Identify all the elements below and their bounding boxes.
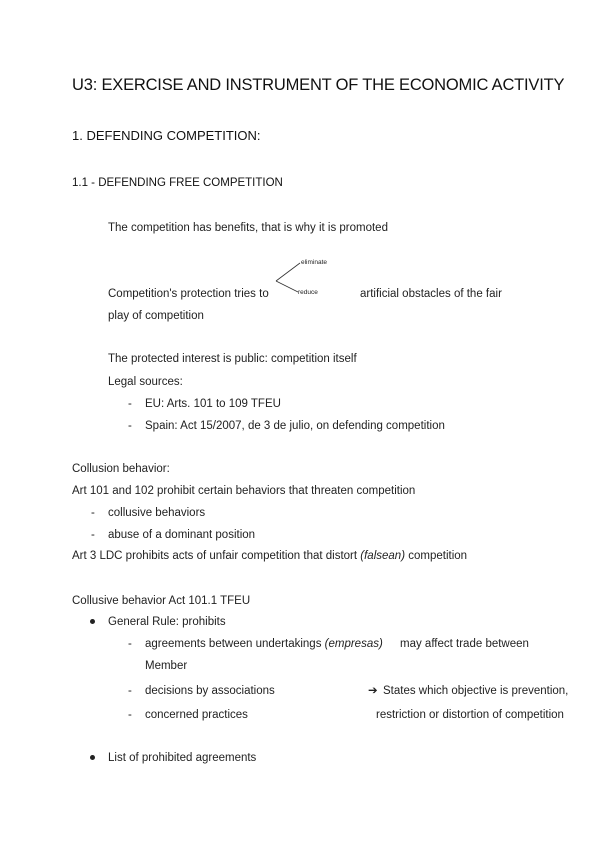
general-rule-text: General Rule: prohibits — [108, 616, 226, 628]
list-dash: - — [128, 685, 132, 697]
branch-option-bottom: reduce — [298, 289, 318, 296]
protection-text-before: Competition's protection tries to — [108, 288, 269, 300]
legal-source-item: EU: Arts. 101 to 109 TFEU — [145, 398, 281, 410]
rule-item-right-3: restriction or distortion of competition — [376, 709, 564, 721]
list-dash: - — [91, 529, 95, 541]
section-heading: 1. DEFENDING COMPETITION: — [72, 128, 261, 143]
bullet-icon — [90, 619, 95, 624]
art3-text-italic: (falsean) — [360, 550, 406, 562]
collusion-label: Collusion behavior: — [72, 463, 170, 475]
list-dash: - — [128, 398, 132, 410]
list-dash: - — [128, 709, 132, 721]
list-dash: - — [91, 507, 95, 519]
rule-item-right-1: may affect trade between — [400, 638, 529, 650]
protection-text-after: artificial obstacles of the fair — [360, 288, 502, 300]
subsection-heading: 1.1 - DEFENDING FREE COMPETITION — [72, 177, 283, 189]
rule-item-agreements-italic: (empresas) — [324, 638, 383, 650]
legal-source-item: Spain: Act 15/2007, de 3 de julio, on defending competition — [145, 420, 445, 432]
prohibited-agreements-text: List of prohibited agreements — [108, 752, 257, 764]
intro-text: The competition has benefits, that is why it is promoted — [108, 222, 388, 234]
rule-item-practices: concerned practices — [145, 709, 248, 721]
art3-text-before: Art 3 LDC prohibits acts of unfair competition that distort — [72, 550, 361, 562]
rule-item-continuation: Member — [145, 660, 188, 672]
branch-option-top: eliminate — [301, 259, 328, 266]
list-dash: - — [128, 638, 132, 650]
art3-text-after: competition — [405, 550, 468, 562]
art101-text: Art 101 and 102 prohibit certain behaviors that threaten competition — [72, 485, 416, 497]
branch-line-top — [276, 263, 300, 281]
arrow-right-icon: ➔ — [368, 685, 378, 697]
branch-line-bottom — [276, 281, 298, 292]
protected-interest-text: The protected interest is public: competition itself — [108, 353, 357, 365]
rule-item-agreements — [145, 637, 383, 651]
list-dash: - — [128, 420, 132, 432]
collusive-act-label: Collusive behavior Act 101.1 TFEU — [72, 595, 251, 607]
legal-sources-label: Legal sources: — [108, 376, 183, 388]
rule-item-right-2: States which objective is prevention, — [383, 685, 569, 697]
rule-item-agreements-text: agreements between undertakings — [145, 638, 325, 650]
collusion-item: collusive behaviors — [108, 507, 206, 519]
protection-continuation: play of competition — [108, 310, 204, 322]
bullet-icon — [90, 755, 95, 760]
page-title: U3: EXERCISE AND INSTRUMENT OF THE ECONOMIC ACTIVITY — [72, 76, 565, 94]
art3-text — [72, 549, 467, 563]
collusion-item: abuse of a dominant position — [108, 529, 256, 541]
rule-item-decisions: decisions by associations — [145, 685, 275, 697]
